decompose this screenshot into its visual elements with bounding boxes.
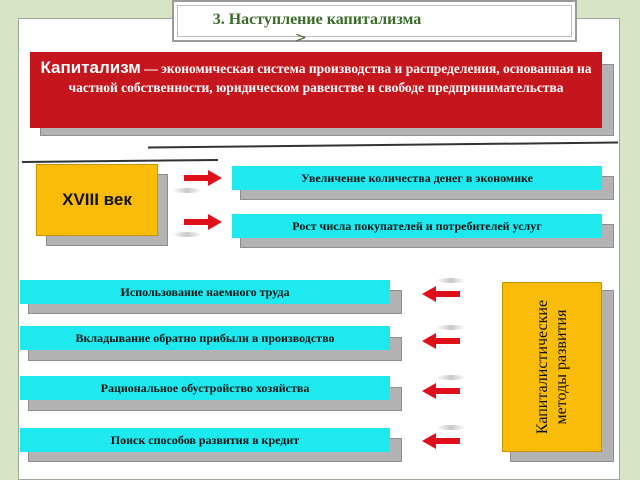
red-arrow-left-icon	[422, 286, 460, 302]
definition-term: Капитализм	[40, 58, 141, 77]
methods-box	[502, 282, 602, 452]
century-box	[36, 164, 158, 236]
method-item: Вкладывание обратно прибыли в производство	[20, 326, 390, 350]
definition-text: — экономическая система производства и распределения, основанная на частной собственности, юридическом равенстве и свободе предпринимательства	[68, 61, 592, 95]
arrow-shadow	[436, 325, 466, 330]
red-arrow-left-icon	[422, 433, 460, 449]
century-label: XVIII век	[62, 190, 132, 209]
arrow-shadow	[436, 425, 466, 430]
result-item: Рост числа покупателей и потребителей услуг	[232, 214, 602, 238]
red-arrow-right-icon	[184, 214, 222, 230]
arrow-shadow	[172, 188, 202, 193]
method-item: Использование наемного труда	[20, 280, 390, 304]
slide-title: 3. Наступление капитализма	[212, 11, 422, 28]
red-arrow-right-icon	[184, 170, 222, 186]
red-arrow-left-icon	[422, 383, 460, 399]
red-arrow-left-icon	[422, 333, 460, 349]
result-item: Увеличение количества денег в экономике	[232, 166, 602, 190]
arrow-shadow	[172, 232, 202, 237]
definition-box	[30, 52, 602, 128]
methods-title: Капиталистические методы развития	[534, 299, 571, 435]
arrow-shadow	[436, 375, 466, 380]
title-mark: >	[295, 30, 307, 46]
method-item: Рациональное обустройство хозяйства	[20, 376, 390, 400]
method-item: Поиск способов развития в кредит	[20, 428, 390, 452]
arrow-shadow	[436, 278, 466, 283]
